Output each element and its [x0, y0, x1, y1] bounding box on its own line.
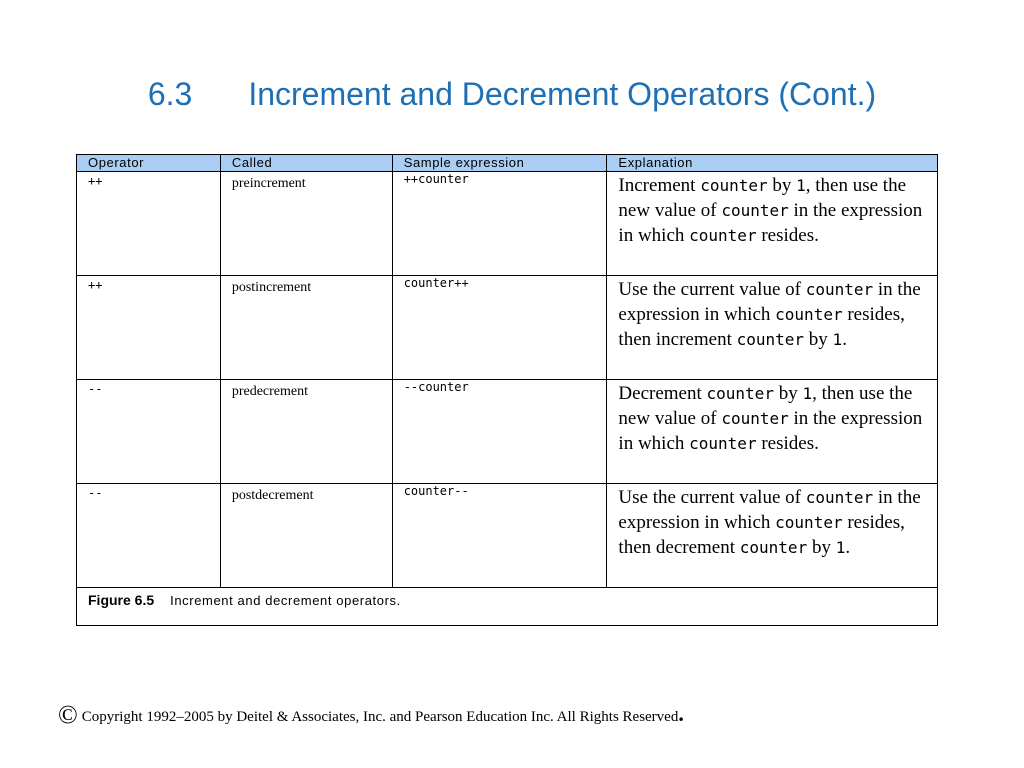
explanation-text: resides. — [756, 225, 819, 246]
called-cell: preincrement — [220, 172, 392, 276]
section-number: 6.3 — [147, 76, 193, 112]
figure-label: Figure 6.5 — [88, 592, 155, 608]
explanation-code: counter — [721, 409, 789, 428]
explanation-text: by — [804, 329, 833, 350]
explanation-text: . — [845, 537, 851, 558]
header-sample-expression: Sample expression — [392, 155, 607, 172]
copyright-footer — [58, 700, 684, 730]
copyright-period: . — [678, 701, 684, 726]
slide-title — [0, 76, 1024, 113]
operator-cell: -- — [77, 484, 221, 588]
caption-row — [77, 588, 938, 626]
table-row — [77, 380, 938, 484]
explanation-code: counter — [700, 176, 768, 195]
explanation-code: counter — [739, 538, 808, 557]
called-cell: postdecrement — [220, 484, 392, 588]
header-explanation: Explanation — [607, 155, 938, 172]
explanation-text: by — [807, 537, 836, 558]
explanation-code: counter — [775, 305, 843, 324]
figure-caption — [77, 588, 938, 626]
operator-cell: ++ — [77, 276, 221, 380]
explanation-text: resides, then increment — [618, 304, 905, 350]
explanation-code: 1 — [835, 538, 846, 557]
operator-cell: -- — [77, 380, 221, 484]
explanation-text: Decrement — [618, 383, 707, 404]
copyright-text: Copyright 1992–2005 by Deitel & Associates, Inc. and Pearson Education Inc. All Rights Reserved — [81, 709, 679, 725]
explanation-cell — [607, 172, 938, 276]
explanation-cell — [607, 484, 938, 588]
table-row — [77, 172, 938, 276]
header-operator: Operator — [77, 155, 221, 172]
explanation-cell — [607, 276, 938, 380]
explanation-code: 1 — [796, 176, 806, 195]
explanation-code: 1 — [802, 384, 813, 403]
explanation-text: resides. — [756, 433, 819, 454]
explanation-code: counter — [721, 201, 789, 220]
table-row — [77, 484, 938, 588]
explanation-code: 1 — [832, 330, 843, 349]
explanation-code: counter — [805, 280, 874, 299]
copyright-icon: © — [58, 700, 78, 729]
operators-table — [76, 154, 938, 626]
table-row — [77, 276, 938, 380]
explanation-code: counter — [689, 434, 757, 453]
explanation-text: in the expression in which — [618, 408, 923, 454]
sample-cell: counter-- — [392, 484, 607, 588]
figure-caption-text: Increment and decrement operators. — [170, 593, 401, 608]
sample-cell: counter++ — [392, 276, 607, 380]
explanation-text: by — [773, 383, 803, 404]
explanation-text: resides, then decrement — [618, 512, 905, 558]
explanation-code: counter — [706, 384, 774, 403]
explanation-text: in the expression in which — [618, 279, 921, 325]
explanation-code: counter — [689, 226, 757, 245]
table-header-row — [77, 155, 938, 172]
operator-cell: ++ — [77, 172, 221, 276]
explanation-text: Use the current value of — [618, 279, 806, 300]
header-called: Called — [220, 155, 392, 172]
explanation-text: , then use the new value of — [618, 175, 907, 221]
sample-cell: ++counter — [392, 172, 607, 276]
explanation-text: in the expression in which — [618, 200, 923, 246]
explanation-cell — [607, 380, 938, 484]
explanation-text: , then use the new value of — [618, 383, 913, 429]
explanation-text: Use the current value of — [618, 487, 806, 508]
called-cell: predecrement — [220, 380, 392, 484]
explanation-code: counter — [736, 330, 805, 349]
explanation-text: . — [842, 329, 847, 350]
called-cell: postincrement — [220, 276, 392, 380]
explanation-text: by — [767, 175, 797, 196]
explanation-text: in the expression in which — [618, 487, 921, 533]
explanation-code: counter — [775, 513, 843, 532]
sample-cell: --counter — [392, 380, 607, 484]
explanation-text: Increment — [618, 175, 701, 196]
title-text: Increment and Decrement Operators (Cont.) — [248, 76, 877, 112]
explanation-code: counter — [805, 488, 874, 507]
